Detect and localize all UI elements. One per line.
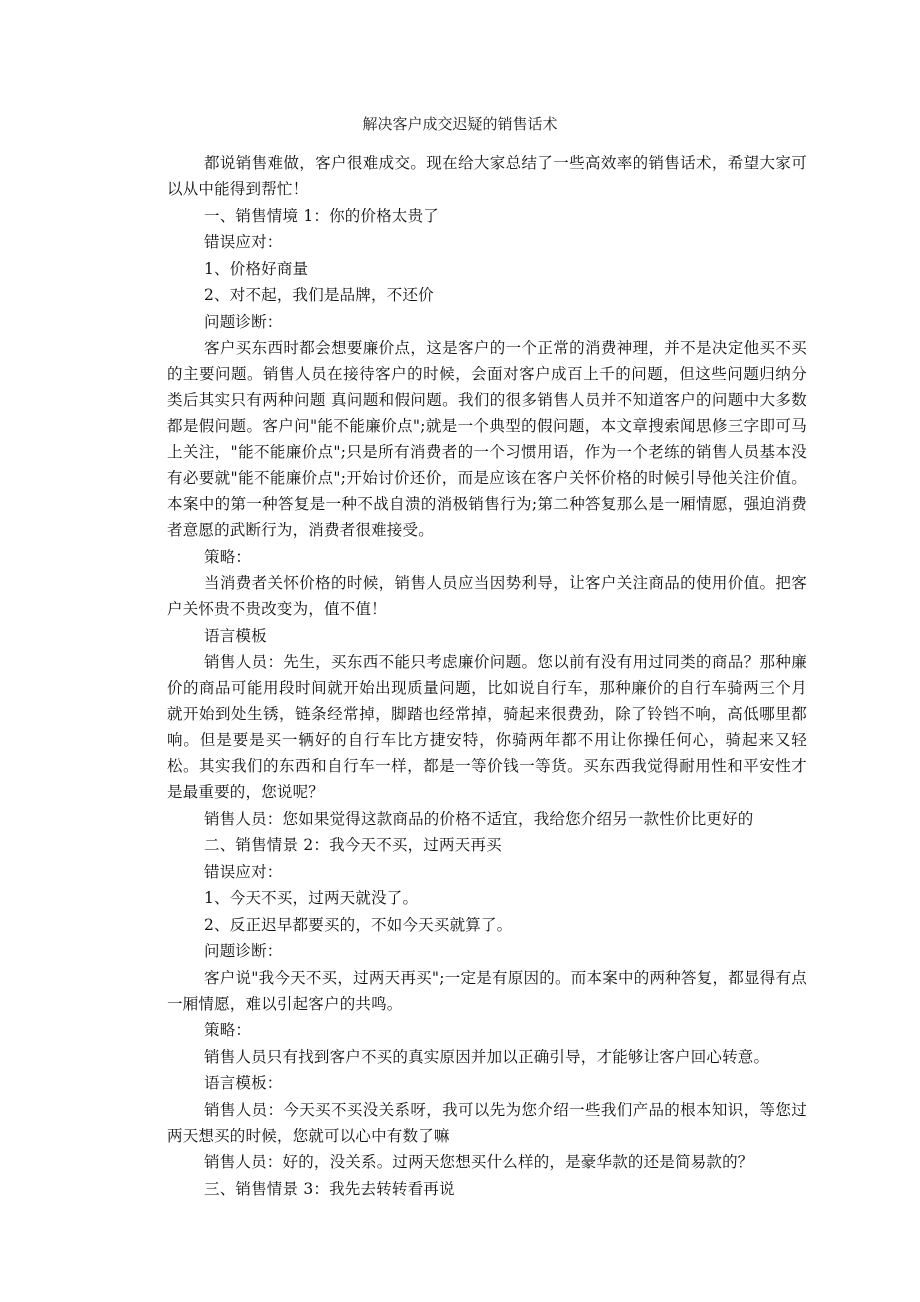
list-item: 2、对不起，我们是品牌，不还价 <box>204 286 434 304</box>
list-item: 2、反正迟早都要买的，不如今天买就算了。 <box>204 915 513 934</box>
document-title: 解决客户成交迟疑的销售话术 <box>362 115 558 133</box>
paragraph-strategy: 当消费者关怀价格的时候，销售人员应当因势利导，让客户关注商品的使用价值。把客户关怀贵不贵改变为，值不值！ <box>167 574 807 618</box>
paragraph-diagnosis: 客户买东西时都会想要廉价点，这是客户的一个正常的消费神理，并不是决定他买不买的主要问题。销售人员在接待客户的时候，会面对客户成百上千的问题，但这些问题归纳分类后其实只有两种问题 真问题和假问题。我们的很多销售人员并不知道客户的问题中大多数都是假问题。客户问"能不能廉价点";就是一个典型的假问题，本文章搜索闻思修三字即可马上关注，"能不能廉价点";只是所有消费者的一个习惯用语，作为一个老练的销售人员基本没有必要就"能不能廉价点";开始讨价还价，而是应该在客户关怀价格的时候引导他关注价值。本案中的第一种答复是一种不战自溃的消极销售行为;第二种答复那么是一厢情愿，强迫消费者意愿的武断行为，消费者很难接受。 <box>167 339 807 539</box>
section-heading-3: 三、销售情景 3：我先去转转看再说 <box>204 1179 455 1198</box>
subheading-language-template: 语言模板： <box>204 1074 283 1092</box>
subheading-strategy: 策略： <box>204 547 252 566</box>
paragraph-template: 销售人员：您如果觉得这款商品的价格不适宜，我给您介绍另一款性价比更好的 <box>204 809 754 828</box>
section-heading-2: 二、销售情景 2：我今天不买，过两天再买 <box>204 836 502 854</box>
subheading-diagnosis: 问题诊断： <box>204 312 283 331</box>
list-item: 1、价格好商量 <box>204 259 309 278</box>
paragraph-template: 销售人员：今天买不买没关系呀，我可以先为您介绍一些我们产品的根本知识，等您过两天想买的时候，您就可以心中有数了嘛 <box>167 1100 807 1145</box>
subheading-wrong-response: 错误应对： <box>204 233 283 251</box>
paragraph-strategy: 销售人员只有找到客户不买的真实原因并加以正确引导，才能够让客户回心转意。 <box>204 1047 770 1066</box>
subheading-language-template: 语言模板 <box>204 626 267 645</box>
paragraph-template: 销售人员：先生，买东西不能只考虑廉价问题。您以前有没有用过同类的商品？那种廉价的商品可能用段时间就开始出现质量问题，比如说自行车，那种廉价的自行车骑两三个月就开始到处生锈，链条经常掉，脚踏也经常掉，骑起来很费劲，除了铃铛不响，高低哪里都响。但是要是买一辆好的自行车比方捷安特，你骑两年都不用让你操任何心，骑起来又轻松。其实我们的东西和自行车一样，都是一等价钱一等货。买东西我觉得耐用性和平安性才是最重要的，您说呢？ <box>167 653 807 801</box>
subheading-diagnosis: 问题诊断： <box>204 942 283 960</box>
paragraph-template: 销售人员：好的，没关系。过两天您想买什么样的，是豪华款的还是简易款的？ <box>204 1153 754 1171</box>
section-heading-1: 一、销售情境 1：你的价格太贵了 <box>204 206 439 225</box>
document-body <box>167 150 807 1202</box>
subheading-strategy: 策略： <box>204 1021 252 1039</box>
paragraph-intro: 都说销售难做，客户很难成交。现在给大家总结了一些高效率的销售话术，希望大家可以从中能得到帮忙！ <box>167 154 807 198</box>
subheading-wrong-response: 错误应对： <box>204 862 283 881</box>
paragraph-diagnosis: 客户说"我今天不买，过两天再买";一定是有原因的。而本案中的两种答复，都显得有点一厢情愿，难以引起客户的共鸣。 <box>167 968 807 1013</box>
list-item: 1、今天不买，过两天就没了。 <box>204 889 419 907</box>
